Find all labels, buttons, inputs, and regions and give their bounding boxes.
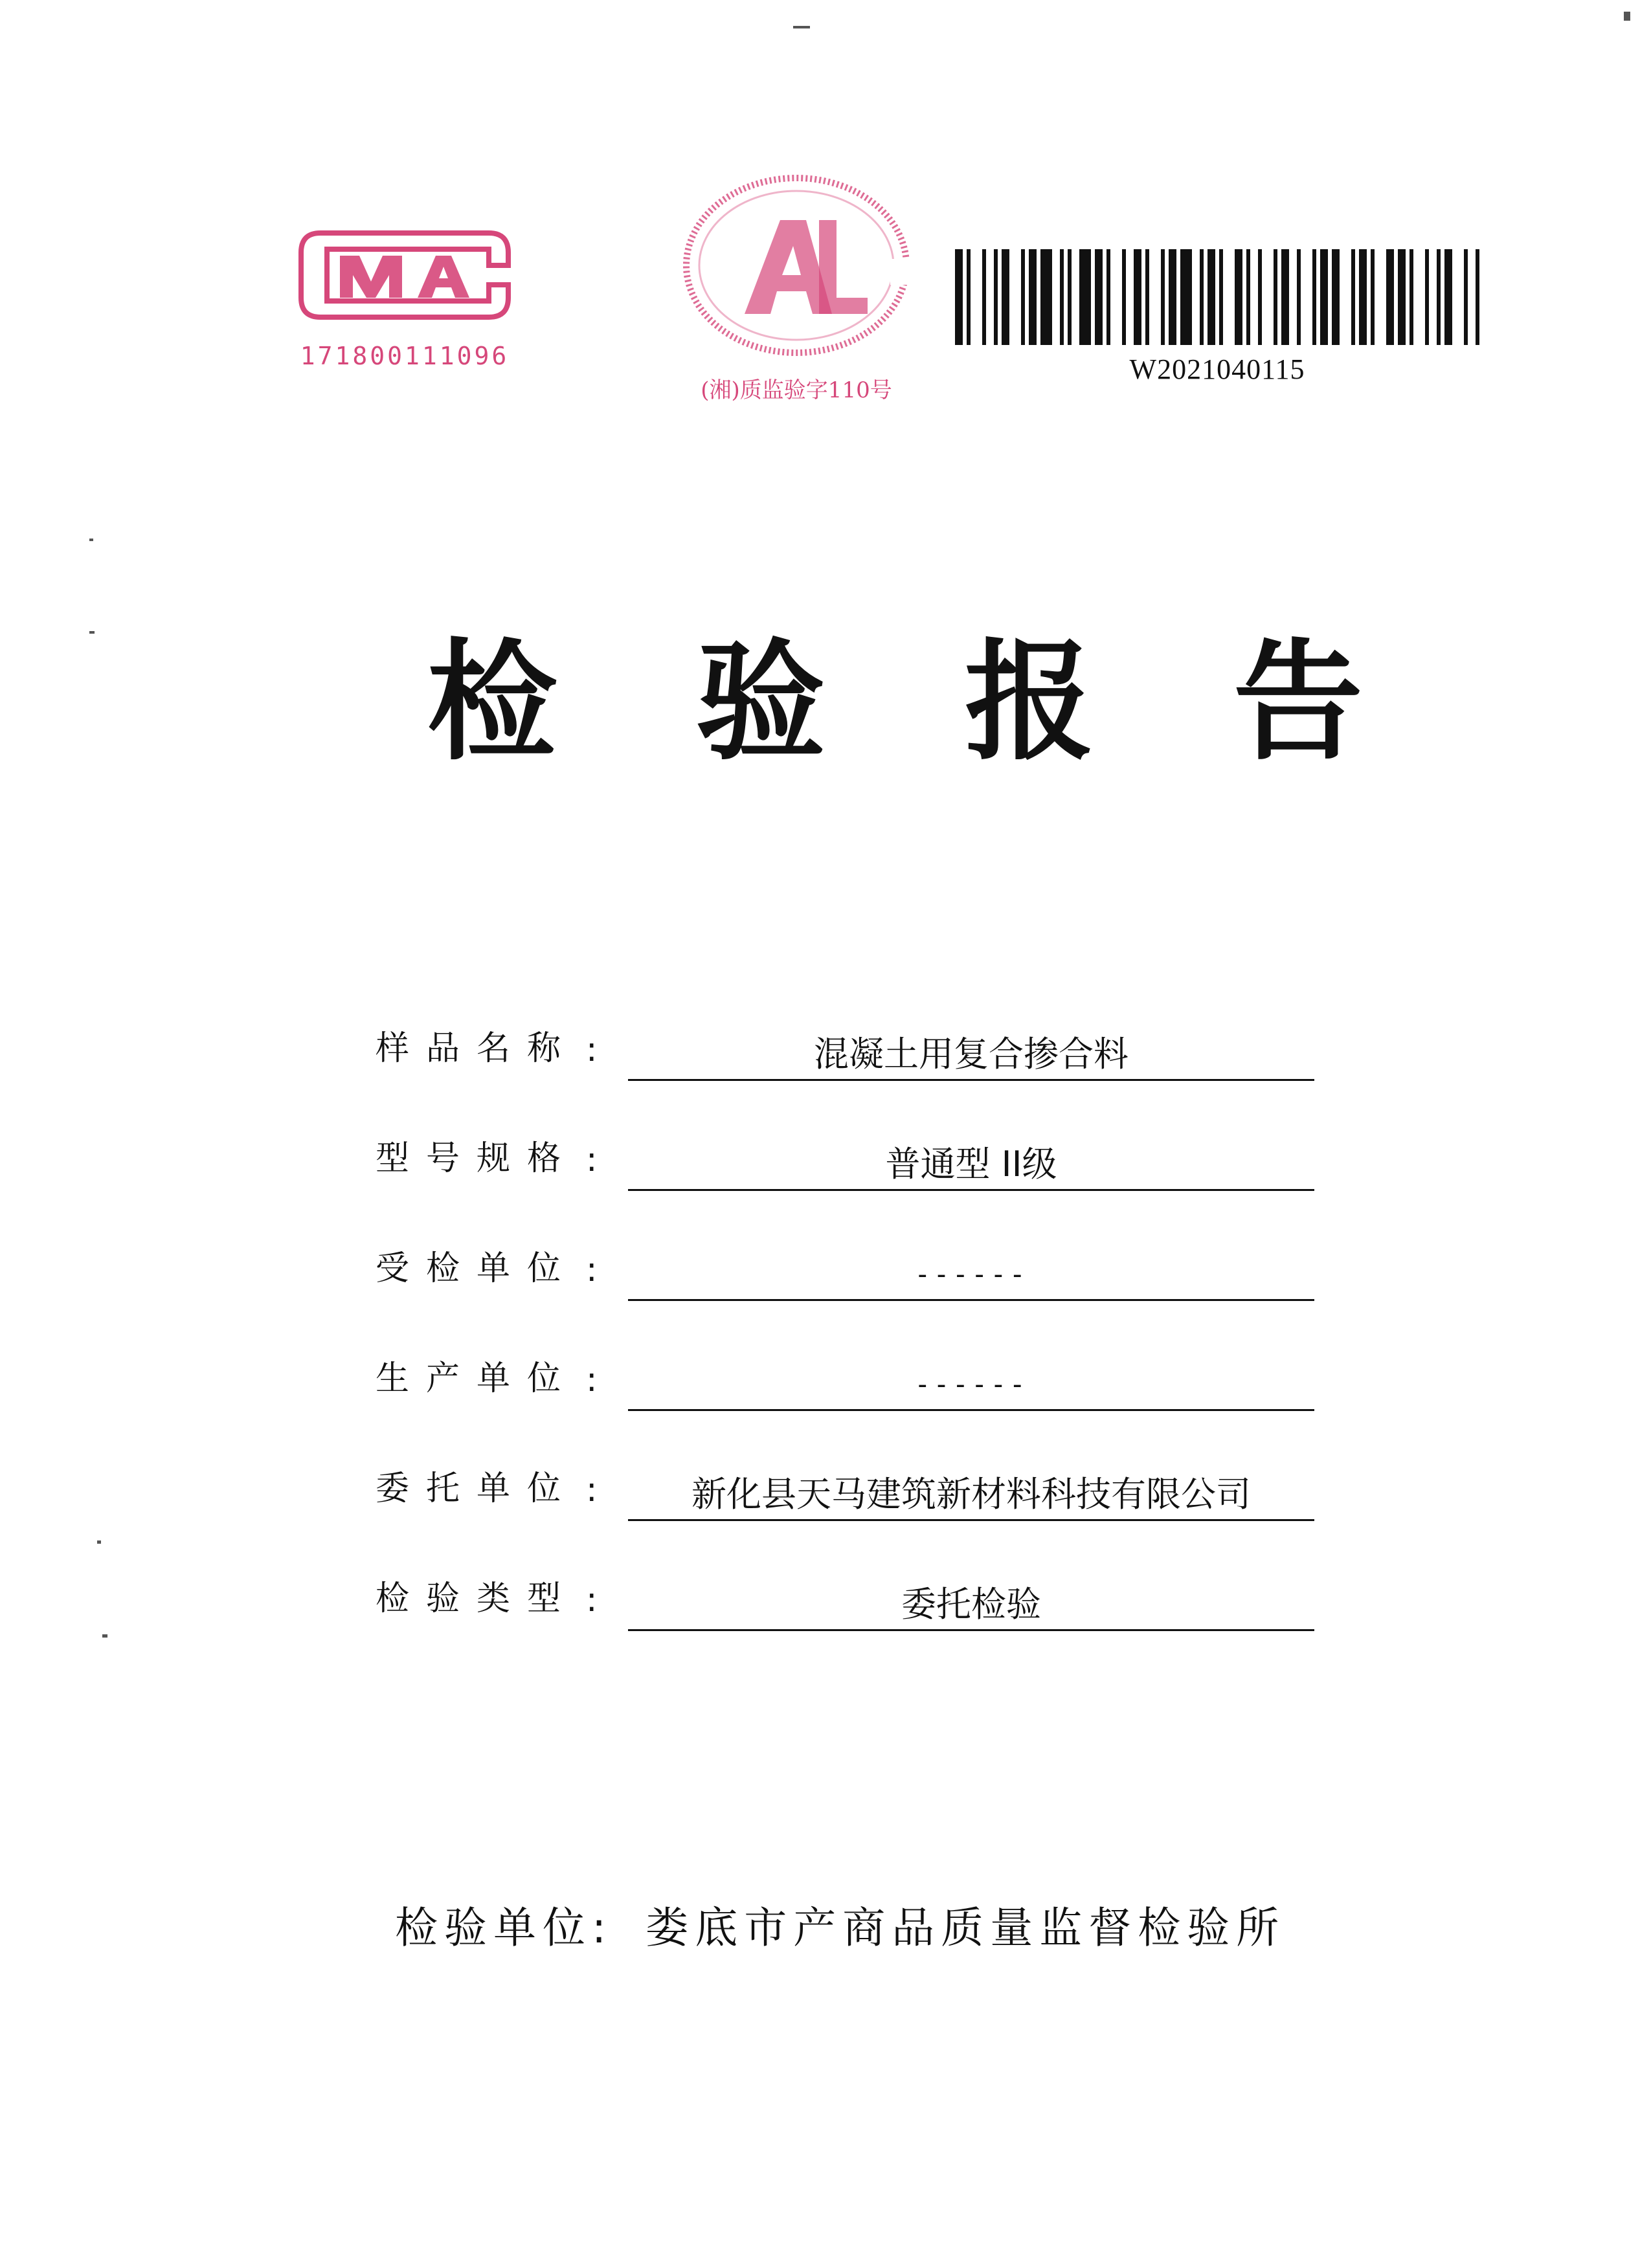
barcode-bar (1320, 249, 1328, 345)
barcode-bar (1095, 249, 1103, 345)
field-label: 样品名称 (376, 1029, 578, 1068)
barcode-bar (1106, 249, 1110, 345)
barcode-bar (1200, 249, 1204, 345)
scan-speck (89, 539, 93, 541)
barcode-bar (1274, 249, 1277, 345)
field-colon: : (586, 1140, 598, 1179)
field-value: ------ (914, 1258, 1028, 1290)
field-label: 受检单位 (376, 1249, 578, 1288)
barcode-bar (982, 249, 986, 345)
barcode-bar (1437, 249, 1441, 345)
field-colon: : (586, 1251, 598, 1289)
field-model-spec (376, 1139, 1314, 1191)
report-title: 检验报告 (427, 626, 1502, 778)
barcode-bar (1386, 249, 1394, 345)
field-value: ------ (914, 1368, 1028, 1400)
field-underline (628, 1247, 1314, 1301)
field-colon: : (586, 1030, 598, 1069)
field-manufacturer (376, 1359, 1314, 1411)
barcode-bar (994, 249, 998, 345)
barcode-bar (1444, 249, 1452, 345)
barcode-bar (1122, 249, 1126, 345)
field-underline (628, 1577, 1314, 1631)
field-value: 委托检验 (901, 1584, 1041, 1625)
field-value: 普通型 II级 (885, 1144, 1057, 1184)
field-label: 委托单位 (376, 1469, 578, 1508)
scan-speck (793, 26, 810, 28)
barcode-bar (1398, 249, 1406, 345)
barcode-bar (1410, 249, 1413, 345)
scan-speck (1624, 12, 1630, 21)
barcode-bar (1371, 249, 1375, 345)
field-label: 生产单位 (376, 1359, 578, 1398)
barcode-bar (1359, 249, 1367, 345)
barcode-bar (1425, 249, 1429, 345)
barcode-bar (1040, 249, 1052, 345)
barcode-bar (1464, 249, 1468, 345)
barcode-bar (1258, 249, 1262, 345)
footer-value: 娄底市产商品质量监督检验所 (646, 1903, 1286, 1953)
barcode-bar (1281, 249, 1289, 345)
cma-number: 171800111096 (300, 342, 510, 370)
barcode-bar (1312, 249, 1316, 345)
field-underline (628, 1357, 1314, 1411)
barcode-bar (1180, 249, 1192, 345)
field-sample-name (376, 1029, 1314, 1081)
barcode-bar (1029, 249, 1037, 345)
barcode-bar (1235, 249, 1242, 345)
barcode-bar (1145, 249, 1149, 345)
barcode-bar (1002, 249, 1009, 345)
barcode (955, 249, 1479, 345)
barcode-bar (1332, 249, 1340, 345)
field-label: 型号规格 (376, 1139, 578, 1178)
scan-speck (97, 1540, 101, 1544)
footer-label: 检验单位: (395, 1903, 613, 1953)
barcode-bar (1246, 249, 1250, 345)
scan-speck (89, 631, 95, 634)
field-colon: : (586, 1581, 598, 1619)
cma-seal (295, 220, 515, 330)
field-underline (628, 1137, 1314, 1191)
barcode-bar (1219, 249, 1223, 345)
field-underline (628, 1467, 1314, 1521)
field-colon: : (586, 1361, 598, 1399)
field-label: 检验类型 (376, 1579, 578, 1618)
field-colon: : (586, 1471, 598, 1509)
cal-seal (667, 162, 926, 375)
barcode-bar (1297, 249, 1301, 345)
scan-speck (102, 1634, 107, 1638)
cal-caption: (湘)质监验字110号 (701, 377, 892, 403)
inspection-organization (395, 1893, 1285, 1955)
field-inspected-unit (376, 1249, 1314, 1301)
barcode-bar (967, 249, 971, 345)
barcode-bar (1068, 249, 1072, 345)
barcode-bar (1021, 249, 1025, 345)
barcode-bar (1169, 249, 1176, 345)
barcode-bar (1207, 249, 1215, 345)
barcode-bar (1476, 249, 1479, 345)
barcode-bar (1161, 249, 1165, 345)
field-client (376, 1469, 1314, 1521)
barcode-bar (1351, 249, 1355, 345)
field-value: 混凝土用复合掺合料 (814, 1034, 1129, 1074)
barcode-bar (955, 249, 963, 345)
field-inspection-type (376, 1579, 1314, 1631)
barcode-bar (1079, 249, 1091, 345)
barcode-bar (1060, 249, 1064, 345)
barcode-number: W2021040115 (1129, 353, 1305, 385)
field-underline (628, 1027, 1314, 1081)
field-value: 新化县天马建筑新材料科技有限公司 (691, 1474, 1251, 1515)
barcode-bar (1134, 249, 1141, 345)
